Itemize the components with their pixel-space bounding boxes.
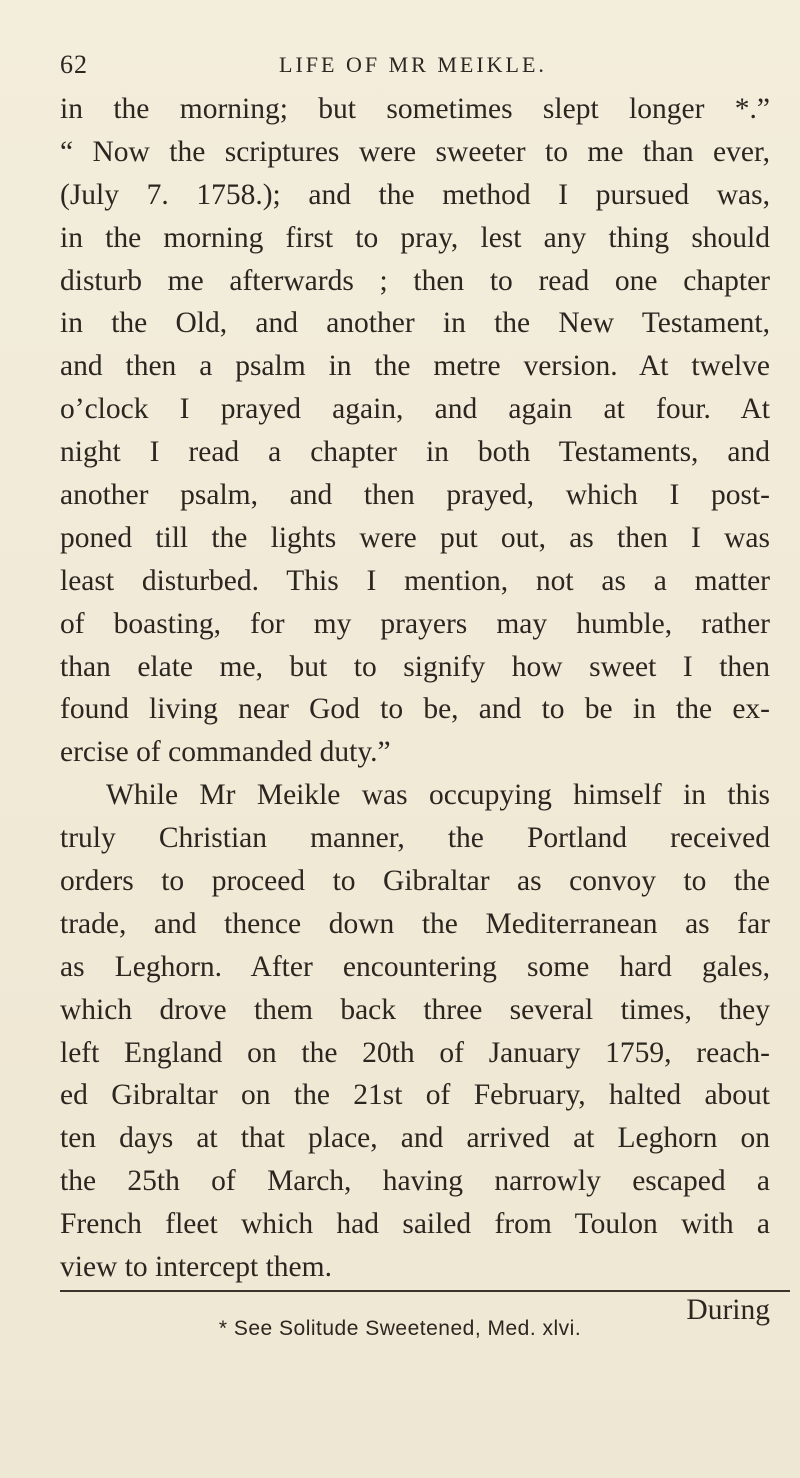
text-line: as Leghorn. After encountering some hard gales, bbox=[60, 950, 770, 983]
text-line: trade, and thence down the Mediterranean as far bbox=[60, 907, 770, 940]
catchword: During bbox=[686, 1293, 770, 1326]
text-line: in the morning; but sometimes slept longer *.” bbox=[60, 93, 770, 125]
text-line: poned till the lights were put out, as then I was bbox=[60, 521, 770, 554]
text-line: night I read a chapter in both Testaments, and bbox=[60, 436, 770, 469]
text-line: the 25th of March, having narrowly escaped a bbox=[60, 1165, 770, 1198]
body-text bbox=[60, 88, 770, 1332]
text-line: another psalm, and then prayed, which I post- bbox=[60, 479, 770, 512]
text-line: ed Gibraltar on the 21st of February, halted about bbox=[60, 1079, 770, 1112]
page-number: 62 bbox=[60, 50, 88, 79]
text-line: ten days at that place, and arrived at Leghorn on bbox=[60, 1122, 770, 1155]
text-line: view to intercept them. bbox=[60, 1251, 332, 1284]
text-line: left England on the 20th of January 1759, reach- bbox=[60, 1036, 770, 1069]
text-line: (July 7. 1758.); and the method I pursued was, bbox=[60, 178, 770, 211]
text-line: orders to proceed to Gibraltar as convoy to the bbox=[60, 865, 770, 898]
text-line: in the Old, and another in the New Testament, bbox=[60, 307, 770, 340]
text-line: o’clock I prayed again, and again at four. At bbox=[60, 393, 770, 426]
footnote-divider bbox=[60, 1290, 790, 1292]
text-line: which drove them back three several times, they bbox=[60, 993, 770, 1026]
text-line: than elate me, but to signify how sweet I then bbox=[60, 650, 770, 683]
text-line: truly Christian manner, the Portland received bbox=[60, 822, 770, 855]
text-line: and then a psalm in the metre version. At twelve bbox=[60, 350, 770, 383]
page-header bbox=[60, 50, 766, 84]
text-line: While Mr Meikle was occupying himself in this bbox=[106, 779, 770, 812]
text-line: ercise of commanded duty.” bbox=[60, 736, 391, 769]
text-line: French fleet which had sailed from Toulon with a bbox=[60, 1208, 770, 1241]
footnote: * See Solitude Sweetened, Med. xlvi. bbox=[218, 1317, 582, 1340]
running-head: LIFE OF MR MEIKLE. bbox=[279, 52, 547, 77]
text-line: found living near God to be, and to be in the ex- bbox=[60, 693, 770, 726]
text-line: least disturbed. This I mention, not as a matter bbox=[60, 564, 770, 597]
text-line: “ Now the scriptures were sweeter to me than ever, bbox=[60, 135, 770, 168]
text-line: disturb me afterwards ; then to read one chapter bbox=[60, 264, 770, 297]
text-line: in the morning first to pray, lest any thing should bbox=[60, 221, 770, 254]
text-line: of boasting, for my prayers may humble, rather bbox=[60, 607, 770, 640]
